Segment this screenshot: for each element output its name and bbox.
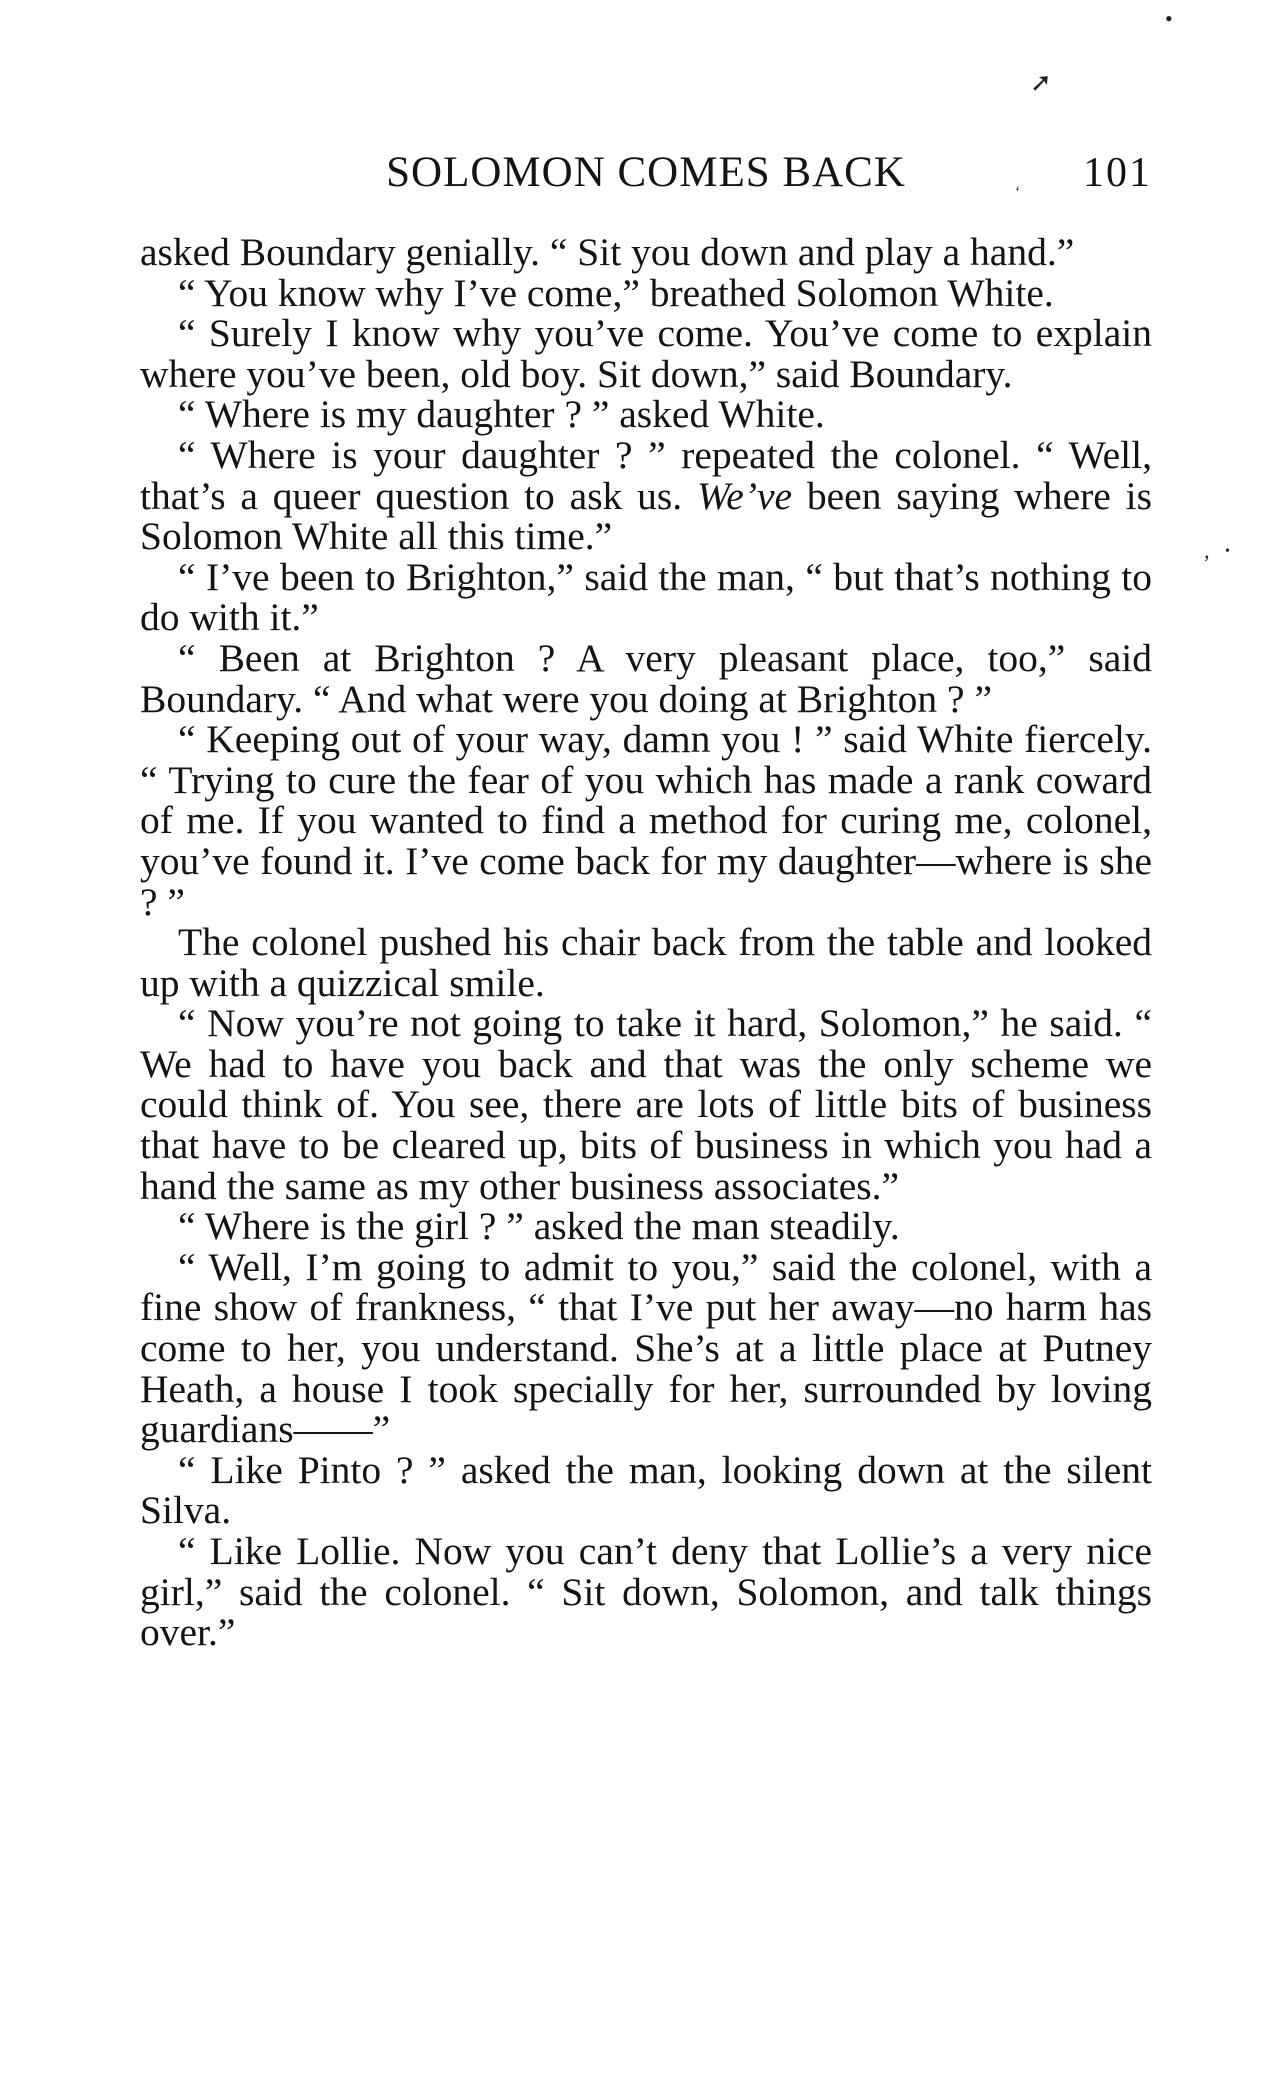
- paragraph: “ Been at Brighton ? A very pleasant place, too,” said Boundary. “ And what were you doing at Brighton ? ”: [140, 635, 1152, 721]
- running-head: [140, 146, 1152, 200]
- print-speck-mark: ‚: [1203, 538, 1211, 563]
- running-title: SOLOMON COMES BACK: [386, 149, 906, 196]
- paragraph: The colonel pushed his chair back from the table and looked up with a quizzical smile.: [140, 920, 1152, 1005]
- page-number: 101: [1083, 150, 1152, 196]
- paragraph: “ Now you’re not going to take it hard, Solomon,” he said. “ We had to have you back and that was the only scheme we could think of. You see, there are lots of little bits of business that have to be cleared up, bits of business in which you had a hand the same as my other business associates.”: [140, 1001, 1152, 1208]
- paragraph: “ Well, I’m going to admit to you,” said the colonel, with a fine show of frankness, “ that I’ve put her away—no harm has come to her, you understand. She’s at a little place at Putney Heath, a house I took specially for her, surrounded by loving guardians——”: [140, 1244, 1152, 1452]
- paragraph: “ Like Lollie. Now you can’t deny that Lollie’s a very nice girl,” said the colonel. “ Sit down, Solomon, and talk things over.”: [140, 1529, 1152, 1655]
- paragraph: “ Keeping out of your way, damn you ! ” said White fiercely. “ Trying to cure the fear of you which has made a rank coward of me. If you wanted to find a method for curing me, colonel, you’ve found it. I’ve come back for my daughter—where is she ? ”: [140, 717, 1152, 924]
- paragraph: “ Like Pinto ? ” asked the man, looking down at the silent Silva.: [140, 1447, 1152, 1533]
- body-text: [140, 232, 1152, 1653]
- emphasis-text: We’ve: [697, 473, 793, 518]
- paragraph-text: “ Where is your daughter ? ” repeated the colonel. “ Well, that’s a queer question to ask us.: [140, 432, 1152, 518]
- paragraph-text: been saying where is Solomon White all this time.”: [140, 473, 1152, 559]
- paragraph: “ Where is my daughter ? ” asked White.: [178, 392, 825, 437]
- print-speck-mark: ‘: [1015, 184, 1021, 201]
- paragraph: [140, 432, 1152, 559]
- paragraph: “ I’ve been to Brighton,” said the man, “ but that’s nothing to do with it.”: [140, 554, 1152, 640]
- print-speck-mark: •: [1165, 6, 1173, 31]
- paragraph: “ You know why I’ve come,” breathed Solomon White.: [178, 270, 1054, 315]
- print-speck-mark: •: [1225, 544, 1230, 559]
- paragraph: asked Boundary genially. “ Sit you down and play a hand.”: [140, 230, 1075, 274]
- print-speck-mark: ➚: [1030, 68, 1052, 97]
- paragraph: “ Surely I know why you’ve come. You’ve come to explain where you’ve been, old boy. Sit down,” said Boundary.: [140, 311, 1152, 396]
- paragraph: “ Where is the girl ? ” asked the man steadily.: [178, 1204, 900, 1249]
